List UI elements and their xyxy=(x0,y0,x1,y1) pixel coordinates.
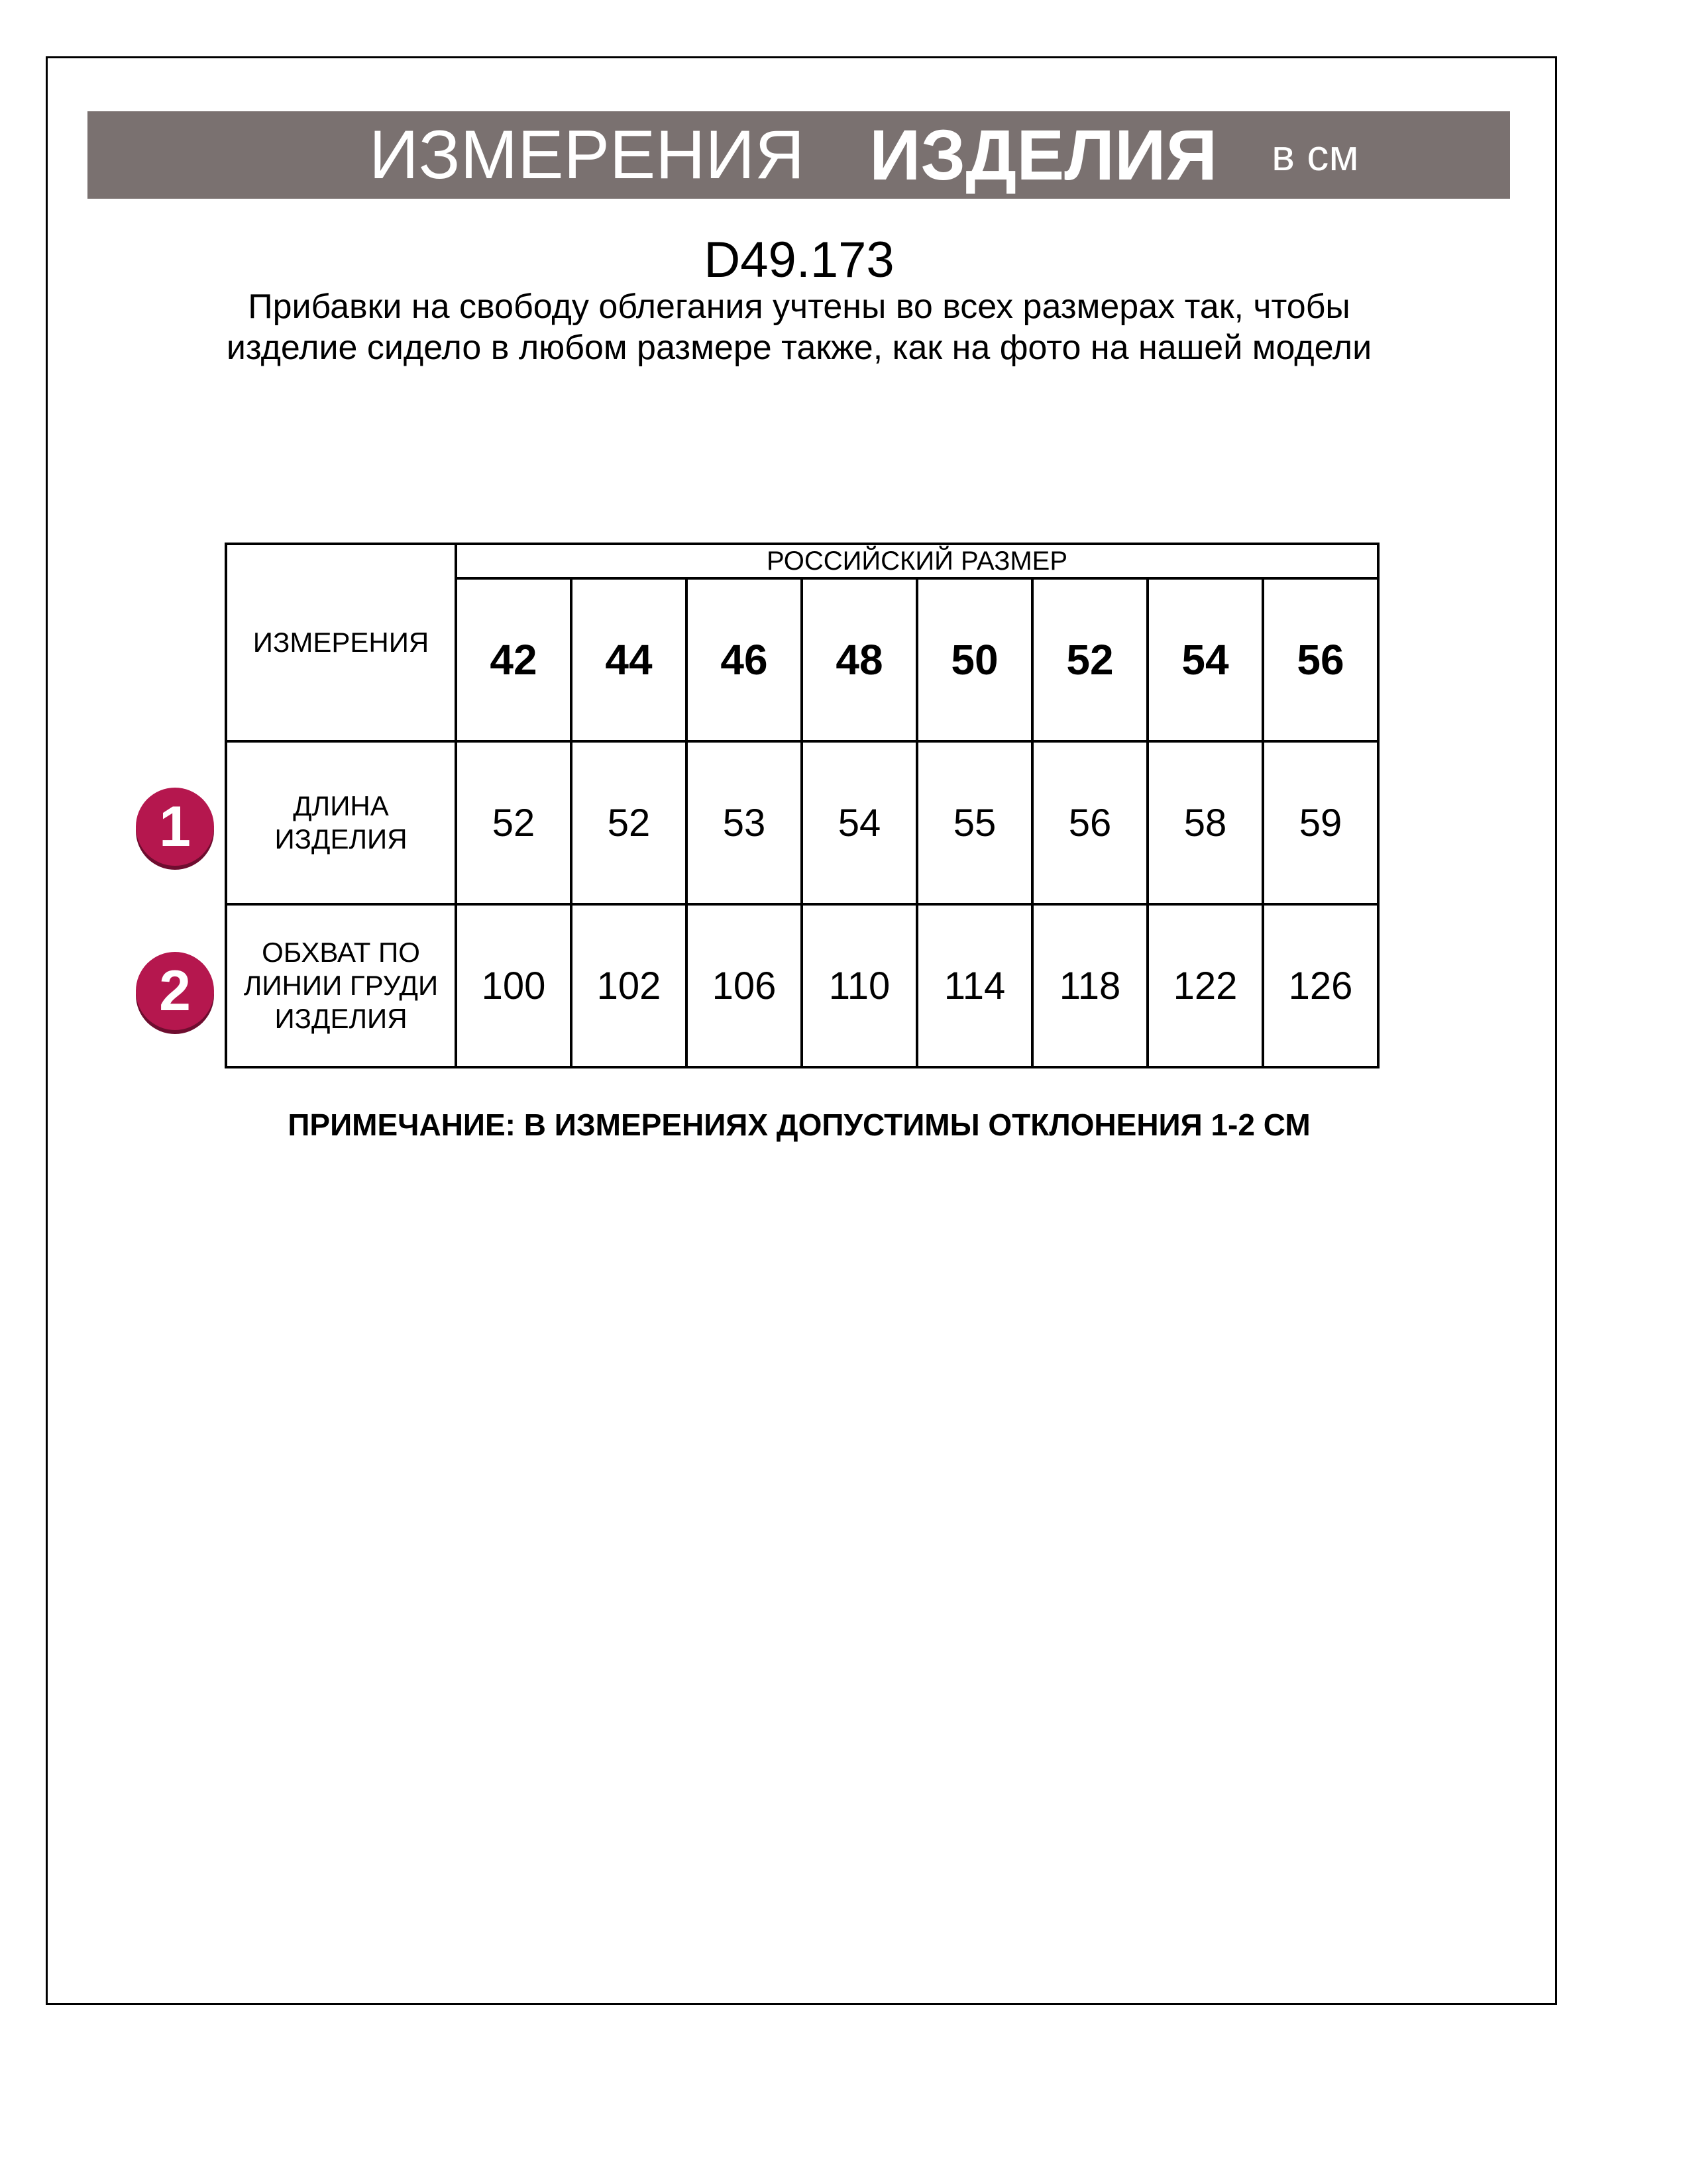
table-cell: 126 xyxy=(1263,904,1378,1067)
table-cell: 58 xyxy=(1148,741,1263,904)
table-cell: 56 xyxy=(1032,741,1148,904)
banner-title-product: ИЗДЕЛИЯ xyxy=(869,115,1218,195)
tolerance-note: ПРИМЕЧАНИЕ: В ИЗМЕРЕНИЯХ ДОПУСТИМЫ ОТКЛОНЕНИЯ 1-2 СМ xyxy=(288,1108,1311,1142)
fit-description: Прибавки на свободу облегания учтены во всех размерах так, чтобы изделие сидело в любом размере также, как на фото на нашей модели xyxy=(226,287,1372,367)
table-cell: 106 xyxy=(686,904,802,1067)
table-cell: 55 xyxy=(917,741,1032,904)
row-label-length: ДЛИНА ИЗДЕЛИЯ xyxy=(226,741,456,904)
size-table xyxy=(225,543,1380,1068)
product-code: D49.173 xyxy=(704,232,895,288)
table-cell: 54 xyxy=(802,741,917,904)
table-cell: 122 xyxy=(1148,904,1263,1067)
table-cell: 110 xyxy=(802,904,917,1067)
table-cell: 100 xyxy=(456,904,571,1067)
size-header: 52 xyxy=(1032,578,1148,741)
table-cell: 53 xyxy=(686,741,802,904)
size-header: 46 xyxy=(686,578,802,741)
size-header: 50 xyxy=(917,578,1032,741)
table-cell: 114 xyxy=(917,904,1032,1067)
table-cell: 118 xyxy=(1032,904,1148,1067)
table-header-row xyxy=(226,544,1378,578)
table-cell: 52 xyxy=(571,741,686,904)
table-row-length xyxy=(226,741,1378,904)
badge-number-one: 1 xyxy=(136,788,214,866)
row-label-chest: ОБХВАТ ПО ЛИНИИ ГРУДИ ИЗДЕЛИЯ xyxy=(226,904,456,1067)
title-banner xyxy=(87,111,1510,199)
badge-number-two: 2 xyxy=(136,952,214,1030)
measure-header: ИЗМЕРЕНИЯ xyxy=(226,544,456,741)
size-header: 54 xyxy=(1148,578,1263,741)
size-header: 44 xyxy=(571,578,686,741)
banner-title-measurements: ИЗМЕРЕНИЯ xyxy=(369,117,805,193)
table-row-chest xyxy=(226,904,1378,1067)
size-header: 56 xyxy=(1263,578,1378,741)
table-cell: 59 xyxy=(1263,741,1378,904)
russian-size-header: РОССИЙСКИЙ РАЗМЕР xyxy=(456,544,1378,578)
size-header: 42 xyxy=(456,578,571,741)
size-header: 48 xyxy=(802,578,917,741)
table-cell: 52 xyxy=(456,741,571,904)
table-cell: 102 xyxy=(571,904,686,1067)
banner-unit: в см xyxy=(1272,130,1359,180)
